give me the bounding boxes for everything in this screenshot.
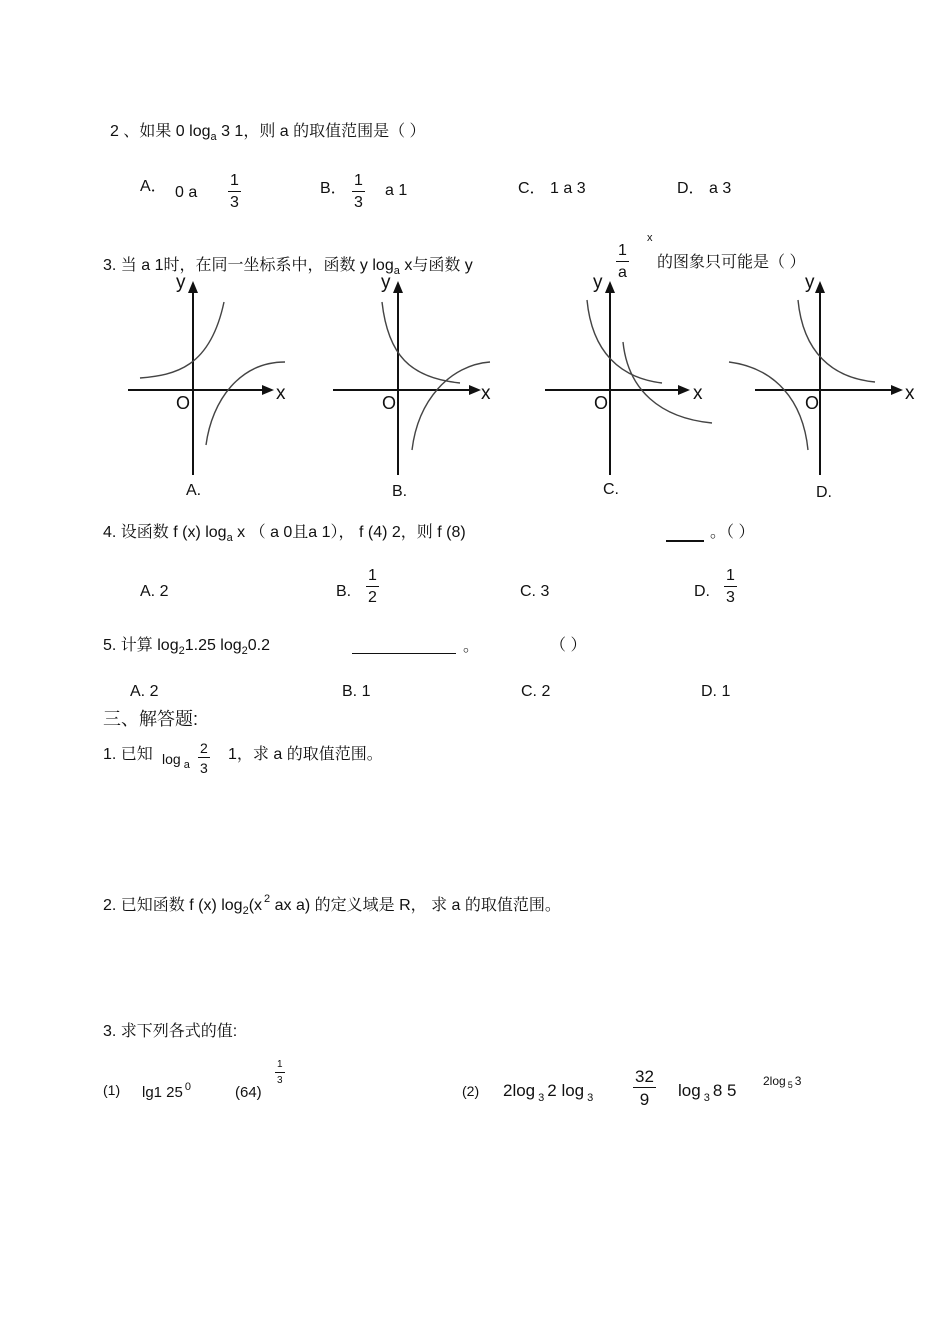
- graph-c-x-arrow: [678, 385, 690, 395]
- s3-part1-expr: [142, 1081, 191, 1101]
- q2-stem-text: 2 、如果 0 log: [110, 123, 211, 140]
- q4-sub-a: a: [226, 532, 233, 544]
- s3-part2-superscript: [763, 1074, 802, 1090]
- q4-stem-p1: 4. 设函数 f (x) log: [103, 524, 227, 541]
- q4-stem-p3: 。（ ）: [710, 524, 755, 541]
- graph-d-y-arrow: [815, 281, 825, 293]
- graph-d-exp-curve: [798, 300, 875, 382]
- q3-frac-den: a: [618, 264, 627, 281]
- section-heading: 三、解答题:: [103, 709, 199, 729]
- s3-part1-label: (1): [103, 1082, 121, 1098]
- graph-c-origin: O: [594, 393, 609, 413]
- graph-a-y-label: y: [176, 272, 186, 293]
- q5-blank[interactable]: [352, 653, 456, 654]
- s2-sup-2: 2: [264, 893, 271, 905]
- s1-log: [162, 751, 190, 771]
- graph-c-y-label: y: [593, 272, 603, 293]
- q4-option-b-fraction: [366, 568, 379, 606]
- s2-stem: [103, 893, 561, 917]
- q5-sub-1: 2: [178, 645, 185, 657]
- graph-b-exp-curve: [382, 302, 460, 383]
- graph-a-origin: O: [176, 393, 191, 413]
- q3-stem-p3: 的图象只可能是（ ）: [657, 254, 806, 271]
- q2-option-a-den: 3: [230, 194, 239, 211]
- q4-option-d-fraction: [724, 568, 737, 606]
- graph-c-label: C.: [603, 481, 619, 498]
- s3-part1-exponent: [275, 1060, 285, 1086]
- s2-stem-p1: 2. 已知函数 f (x) log: [103, 897, 243, 914]
- s3-part2-sup: 2log: [763, 1074, 786, 1088]
- q4-option-b-num: 1: [366, 568, 379, 587]
- q4-option-d-label: D.: [694, 583, 710, 600]
- s3-part2-sup-tail: 3: [794, 1074, 802, 1088]
- s3-part1-den: 3: [277, 1075, 283, 1086]
- q2-sub-a: a: [210, 131, 217, 143]
- s3-part2-a: 2log: [503, 1081, 536, 1100]
- q2-option-b-num: 1: [352, 173, 365, 192]
- q2-option-a-expr: 0 a: [175, 184, 198, 201]
- q2-tail: 3 1，则 a 的取值范围是（ ）: [221, 123, 426, 140]
- q4-stem-p2: x （ a 0且a 1）， f (4) 2，则 f (8): [237, 524, 466, 541]
- graph-b-log-curve: [412, 362, 490, 450]
- graph-d-y-label: y: [805, 272, 815, 293]
- graph-a-exp-curve: [140, 302, 224, 378]
- s3-part2-d: 8 5: [712, 1081, 737, 1100]
- s3-part2-num: 32: [635, 1067, 654, 1086]
- q4-option-a: A. 2: [140, 583, 169, 600]
- graph-c-x-label: x: [693, 383, 703, 404]
- q2-option-c: C． 1 a 3: [518, 180, 586, 197]
- s3-part1-expr-text: lg1 25: [142, 1084, 183, 1101]
- s1-log-text: log: [162, 751, 181, 767]
- q2-option-b-label: B．: [320, 180, 347, 197]
- s3-part1-expr2: (64): [235, 1084, 262, 1101]
- s3-part2-sub3: 3: [703, 1092, 710, 1104]
- s3-part2-den: 9: [639, 1090, 650, 1109]
- q2-option-d: D． a 3: [677, 180, 732, 197]
- graph-a-label: A.: [186, 482, 202, 499]
- graph-b-y-arrow: [393, 281, 403, 293]
- graph-c-exp-curve: [587, 300, 662, 383]
- q4-blank[interactable]: [666, 540, 704, 542]
- graph-c-y-arrow: [605, 281, 615, 293]
- q4-option-d-den: 3: [726, 589, 735, 606]
- s2-sub-2: 2: [242, 905, 249, 917]
- s3-part2-b: 2 log: [547, 1081, 585, 1100]
- s3-part2-c: log: [678, 1081, 701, 1100]
- graph-a-x-label: x: [276, 383, 286, 404]
- graph-b-x-label: x: [481, 383, 491, 404]
- q3-sup-x: x: [647, 232, 653, 244]
- graph-b-label: B.: [392, 483, 408, 500]
- graph-d-origin: O: [805, 393, 820, 413]
- graph-a-y-arrow: [188, 281, 198, 293]
- q4-stem: [103, 524, 466, 544]
- q5-option-b: B. 1: [342, 683, 371, 700]
- s3-part2-expr-a: [503, 1081, 594, 1104]
- q5-stem-p3: 0.2: [247, 637, 271, 654]
- q5-option-d: D. 1: [701, 683, 731, 700]
- q3-sub-a: a: [393, 265, 400, 277]
- s2-stem-p3: ax a) 的定义域是 R， 求 a 的取值范围。: [274, 897, 561, 914]
- s1-den: 3: [200, 760, 208, 776]
- q3-stem-p2: x与函数 y: [404, 257, 473, 274]
- q2-option-b-tail: a 1: [385, 182, 408, 199]
- q3-stem-p1: 3. 当 a 1时，在同一坐标系中，函数 y log: [103, 257, 394, 274]
- q5-stem-p1: 5. 计算 log: [103, 637, 179, 654]
- s3-part2-fraction: [633, 1068, 656, 1108]
- q5-option-a: A. 2: [130, 683, 159, 700]
- graph-d-label: D.: [816, 484, 832, 501]
- graph-d-x-arrow: [891, 385, 903, 395]
- graph-b-origin: O: [382, 393, 397, 413]
- q2-option-a-label: A．: [140, 178, 167, 195]
- s3-part2-sup-sub: 5: [787, 1080, 793, 1090]
- s3-title: 3. 求下列各式的值:: [103, 1023, 238, 1040]
- s2-stem-p2: (x: [248, 897, 263, 914]
- q2-option-a-num: 1: [228, 173, 241, 192]
- q3-frac-num: 1: [616, 243, 629, 262]
- s1-num: 2: [200, 740, 208, 756]
- s3-part2-expr-c: [678, 1081, 737, 1104]
- s3-part1-sup0: 0: [184, 1081, 191, 1093]
- q5-period: 。: [463, 638, 480, 655]
- s1-prefix: 1. 已知: [103, 746, 153, 763]
- s1-sub-a: a: [183, 759, 190, 771]
- q4-option-b-den: 2: [368, 589, 377, 606]
- graph-a-x-arrow: [262, 385, 274, 395]
- q5-stem-p2: 1.25 log: [184, 637, 242, 654]
- graph-d-log-curve: [729, 362, 808, 450]
- s3-part2-label: (2): [462, 1083, 480, 1099]
- q5-option-c: C. 2: [521, 683, 551, 700]
- graph-d-x-label: x: [905, 383, 915, 404]
- graph-b-x-arrow: [469, 385, 481, 395]
- s1-fraction: [198, 741, 210, 775]
- q4-option-c: C. 3: [520, 583, 550, 600]
- q4-option-b-label: B.: [336, 583, 352, 600]
- q5-sub-2: 2: [241, 645, 248, 657]
- graph-b-y-label: y: [381, 272, 391, 293]
- s1-suffix: 1，求 a 的取值范围。: [228, 746, 383, 763]
- q5-paren: （ ）: [550, 637, 587, 654]
- s3-part2-sub1: 3: [538, 1092, 545, 1104]
- q2-option-b-den: 3: [354, 194, 363, 211]
- s3-part2-sub2: 3: [587, 1092, 594, 1104]
- graph-a-log-curve: [206, 362, 285, 445]
- q4-option-d-num: 1: [724, 568, 737, 587]
- q5-stem: [103, 637, 271, 657]
- s3-part1-num: 1: [275, 1060, 285, 1073]
